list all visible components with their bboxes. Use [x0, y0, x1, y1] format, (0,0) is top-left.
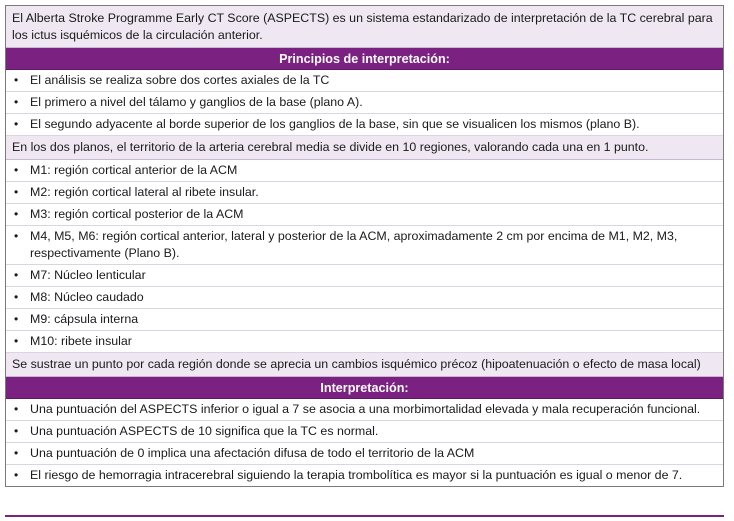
- region-item: [6, 331, 723, 353]
- bullet-icon: •: [14, 334, 19, 348]
- region-item: [6, 204, 723, 226]
- bullet-icon: •: [14, 185, 19, 199]
- scoring-note: Se sustrae un punto por cada región donde se aprecia un cambios isquémico précoz (hipoatenuación o efecto de masa local): [6, 353, 723, 377]
- bullet-icon: •: [14, 163, 19, 177]
- bullet-icon: •: [14, 468, 19, 482]
- list-item: [6, 399, 723, 421]
- bullet-icon: •: [14, 207, 19, 221]
- region-text: M8: Núcleo caudado: [30, 290, 144, 304]
- region-text: M9: cápsula interna: [30, 312, 139, 326]
- list-item: [6, 114, 723, 136]
- bottom-rule: [5, 515, 724, 517]
- region-text: M2: región cortical lateral al ribete insular.: [30, 185, 259, 199]
- list-item: [6, 70, 723, 92]
- region-text: M3: región cortical posterior de la ACM: [30, 207, 244, 221]
- region-item: [6, 265, 723, 287]
- region-item: [6, 226, 723, 265]
- list-item: [6, 92, 723, 114]
- intro-text: El Alberta Stroke Programme Early CT Score (ASPECTS) es un sistema estandarizado de interpretación de la TC cerebral para los ictus isquémicos de la circulación anterior.: [6, 6, 723, 48]
- region-item: [6, 287, 723, 309]
- bullet-icon: •: [14, 312, 19, 326]
- bullet-icon: •: [14, 424, 19, 438]
- region-item: [6, 160, 723, 182]
- bullet-icon: •: [14, 268, 19, 282]
- bullet-icon: •: [14, 290, 19, 304]
- bullet-icon: •: [14, 95, 19, 109]
- section-header-principios: Principios de interpretación:: [6, 48, 723, 70]
- region-item: [6, 309, 723, 331]
- bullet-icon: •: [14, 402, 19, 416]
- list-item-text: Una puntuación ASPECTS de 10 significa que la TC es normal.: [30, 424, 379, 438]
- section-header-interpretacion: Interpretación:: [6, 377, 723, 399]
- regions-note: En los dos planos, el territorio de la arteria cerebral media se divide en 10 regiones, valorando cada una en 1 punto.: [6, 136, 723, 160]
- region-item: [6, 182, 723, 204]
- list-item-text: El primero a nivel del tálamo y ganglios de la base (plano A).: [30, 95, 363, 109]
- list-item: [6, 443, 723, 465]
- region-text: M10: ribete insular: [30, 334, 132, 348]
- bullet-icon: •: [14, 229, 19, 243]
- list-item-text: El riesgo de hemorragia intracerebral siguiendo la terapia trombolítica es mayor si la puntuación es igual o menor de 7.: [30, 468, 683, 482]
- list-item-text: Una puntuación del ASPECTS inferior o igual a 7 se asocia a una morbimortalidad elevada y mala recuperación funcional.: [30, 402, 701, 416]
- bullet-icon: •: [14, 117, 19, 131]
- bullet-icon: •: [14, 446, 19, 460]
- list-item-text: Una puntuación de 0 implica una afectación difusa de todo el territorio de la ACM: [30, 446, 475, 460]
- list-item-text: El análisis se realiza sobre dos cortes axiales de la TC: [30, 73, 330, 87]
- list-item-text: El segundo adyacente al borde superior de los ganglios de la base, sin que se visualicen los mismos (plano B).: [30, 117, 640, 131]
- bullet-icon: •: [14, 73, 19, 87]
- aspects-table: [5, 5, 724, 487]
- list-item: [6, 421, 723, 443]
- region-text: M7: Núcleo lenticular: [30, 268, 146, 282]
- region-text: M1: región cortical anterior de la ACM: [30, 163, 238, 177]
- list-item: [6, 465, 723, 486]
- region-text: M4, M5, M6: región cortical anterior, lateral y posterior de la ACM, aproximadamente 2 cm por encima de M1, M2, M3, respectivamente (Plano B).: [30, 229, 678, 260]
